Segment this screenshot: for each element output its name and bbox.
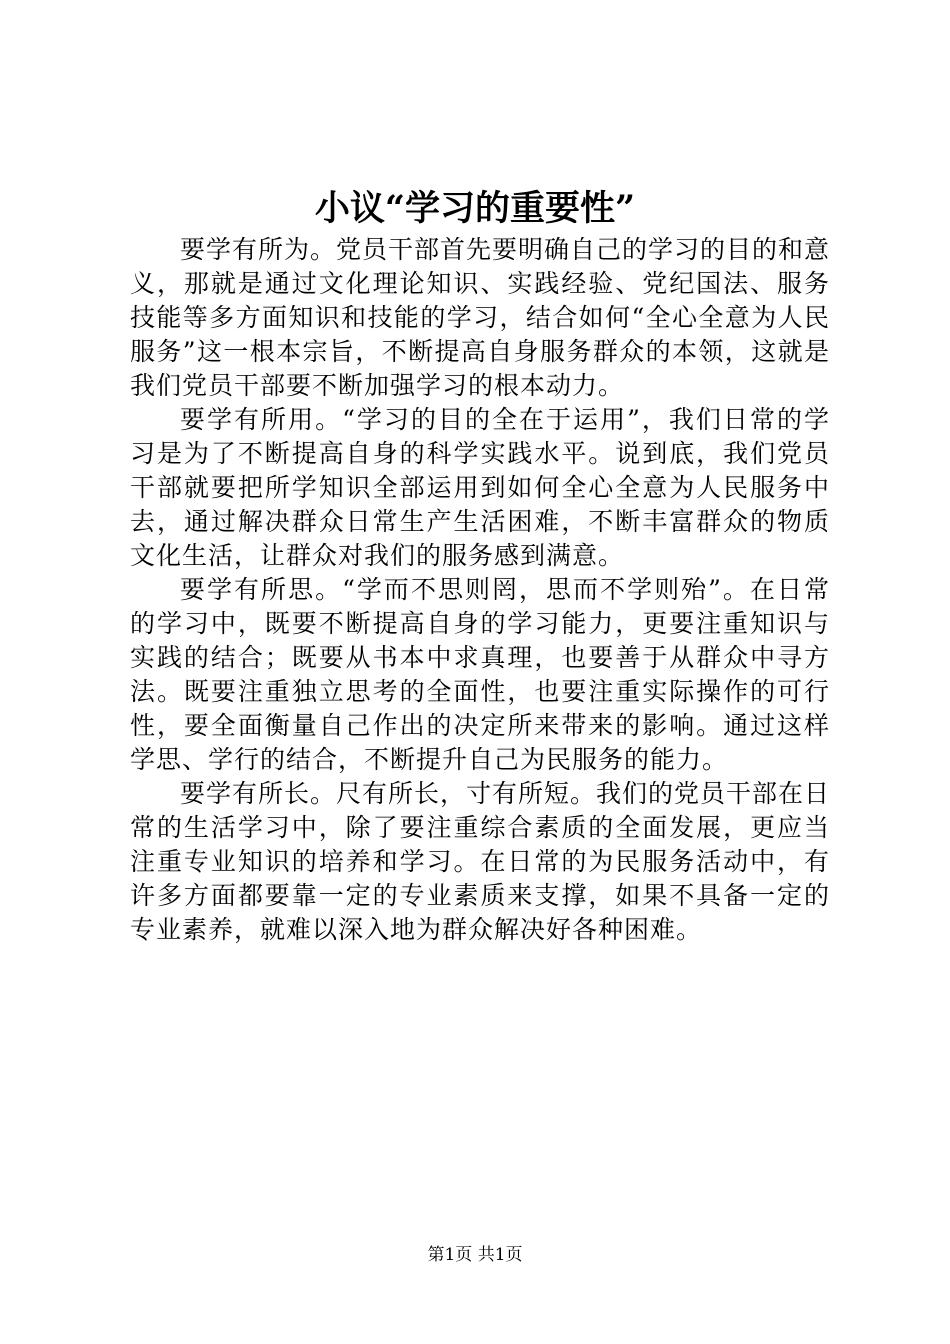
paragraph-3: 要学有所思。“学而不思则罔，思而不学则殆”。在日常的学习中，既要不断提高自身的学习能力，更要注重知识与实践的结合；既要从书本中求真理，也要善于从群众中寻方法。既要注重独立思考的全面性，也要注重实际操作的可行性，要全面衡量自己作出的决定所来带来的影响。通过这样学思、学行的结合，不断提升自己为民服务的能力。 — [130, 575, 830, 774]
paragraph-4: 要学有所长。尺有所长，寸有所短。我们的党员干部在日常的生活学习中，除了要注重综合素质的全面发展，更应当注重专业知识的培养和学习。在日常的为民服务活动中，有许多方面都要靠一定的专业素质来支撑，如果不具备一定的专业素养，就难以深入地为群众解决好各种困难。 — [130, 779, 831, 944]
document-body — [130, 233, 830, 947]
page-footer — [0, 1243, 950, 1267]
document-title: 小议“学习的重要性” — [314, 188, 636, 229]
paragraph-2: 要学有所用。“学习的目的全在于运用”，我们日常的学习是为了不断提高自身的科学实践水平。说到底，我们党员干部就要把所学知识全部运用到如何全心全意为人民服务中去，通过解决群众日常生产生活困难，不断丰富群众的物质文化生活，让群众对我们的服务感到满意。 — [130, 405, 830, 570]
page-number-indicator: 第1页 共1页 — [427, 1245, 523, 1265]
paragraph-1: 要学有所为。党员干部首先要明确自己的学习的目的和意义，那就是通过文化理论知识、实践经验、党纪国法、服务技能等多方面知识和技能的学习，结合如何“全心全意为人民服务”这一根本宗旨，不断提高自身服务群众的本领，这就是我们党员干部要不断加强学习的根本动力。 — [130, 235, 831, 400]
